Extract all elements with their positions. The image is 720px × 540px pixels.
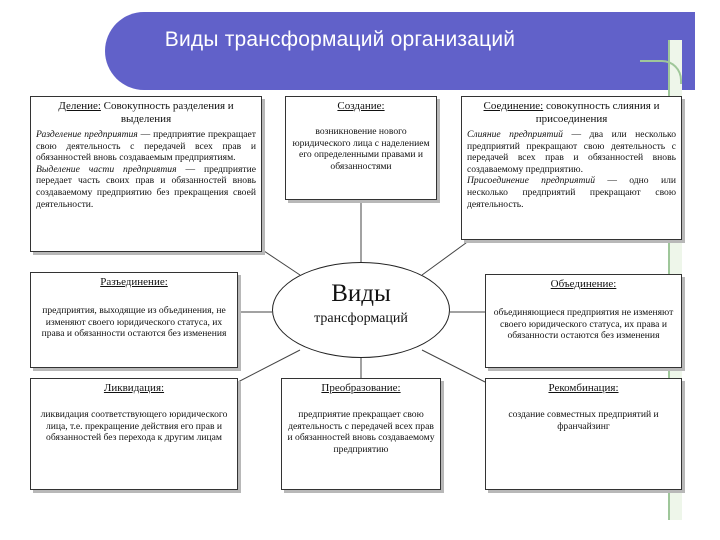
box-division — [30, 96, 262, 252]
liquidation-term: Ликвидация: — [103, 382, 165, 394]
separation-head — [36, 276, 232, 289]
division-head — [36, 100, 256, 126]
division-p2-term: Выделение части предприятия — [36, 163, 177, 175]
connection-paragraph-1 — [467, 129, 676, 175]
division-paragraph-2 — [36, 164, 256, 210]
association-head — [491, 278, 676, 291]
division-head-rest: Совокупность разделения и выделения — [100, 100, 234, 125]
connection-paragraph-2 — [467, 175, 676, 210]
recombination-body: создание совместных предприятий и франчайзинг — [508, 409, 659, 432]
division-p1-term: Разделение предприятия — [36, 129, 138, 140]
association-term: Объединение: — [550, 278, 617, 290]
recombination-head — [491, 382, 676, 395]
connection-p2-rest: — одно или несколько предприятий прекращают свою деятельность. — [467, 175, 676, 210]
center-title: Виды — [331, 280, 391, 307]
separation-body: предприятия, выходящие из объединения, не изменяют своего юридического статуса, их права и обязанности остаются без изменения — [41, 305, 227, 340]
creation-term: Создание: — [337, 100, 385, 112]
transformation-head — [287, 382, 435, 395]
transformation-body: предприятие прекращает свою деятельность с передачей всех прав и обязанностей вновь создаваемому предприятию — [287, 409, 435, 455]
connector-connection — [422, 240, 470, 275]
center-oval — [272, 262, 450, 358]
page-title: Виды трансформаций организаций — [164, 28, 516, 51]
association-body: объединяющиеся предприятия не изменяют своего юридического статуса, их права и обязанности остаются без изменения — [493, 307, 674, 342]
box-liquidation — [30, 378, 238, 490]
recombination-term: Рекомбинация: — [548, 382, 619, 394]
division-term: Деление: — [58, 100, 101, 112]
connection-p1-rest: — два или несколько предприятий прекращают свою деятельность с передачей всех прав и обязанностей вновь создаваемому предприятию. — [467, 129, 676, 175]
center-subtitle: трансформаций — [314, 311, 408, 326]
division-p1-rest: — предприятие прекращает свою деятельность с передачей всех прав и обязанностей вновь создаваемым предприятиям. — [36, 129, 256, 164]
connection-p1-term: Слияние предприятий — [467, 129, 563, 140]
box-association — [485, 274, 682, 368]
box-recombination — [485, 378, 682, 490]
connection-head-rest: совокупность слияния и присоединения — [535, 100, 660, 125]
liquidation-head — [36, 382, 232, 395]
connection-p2-term: Присоединение предприятий — [467, 175, 596, 187]
box-transformation — [281, 378, 441, 490]
transformation-term: Преобразование: — [321, 382, 401, 394]
division-paragraph-1 — [36, 129, 256, 164]
connection-head — [467, 100, 676, 126]
liquidation-body: ликвидация соответствующего юридического лица, т.е. прекращение действия его прав и обязанностей без перехода к другим лицам — [40, 409, 228, 444]
box-connection — [461, 96, 682, 240]
separation-term: Разъединение: — [100, 276, 168, 288]
box-separation — [30, 272, 238, 368]
creation-head — [291, 100, 431, 113]
box-creation — [285, 96, 437, 200]
creation-body: возникновение нового юридического лица с наделением его определенными правами и обязанностями — [292, 126, 430, 172]
connection-term: Соединение: — [483, 100, 544, 112]
division-p2-rest: — предприятие передает часть своих прав и обязанностей вновь создаваемому предприятию без прекращения своей деятельности. — [36, 163, 256, 210]
